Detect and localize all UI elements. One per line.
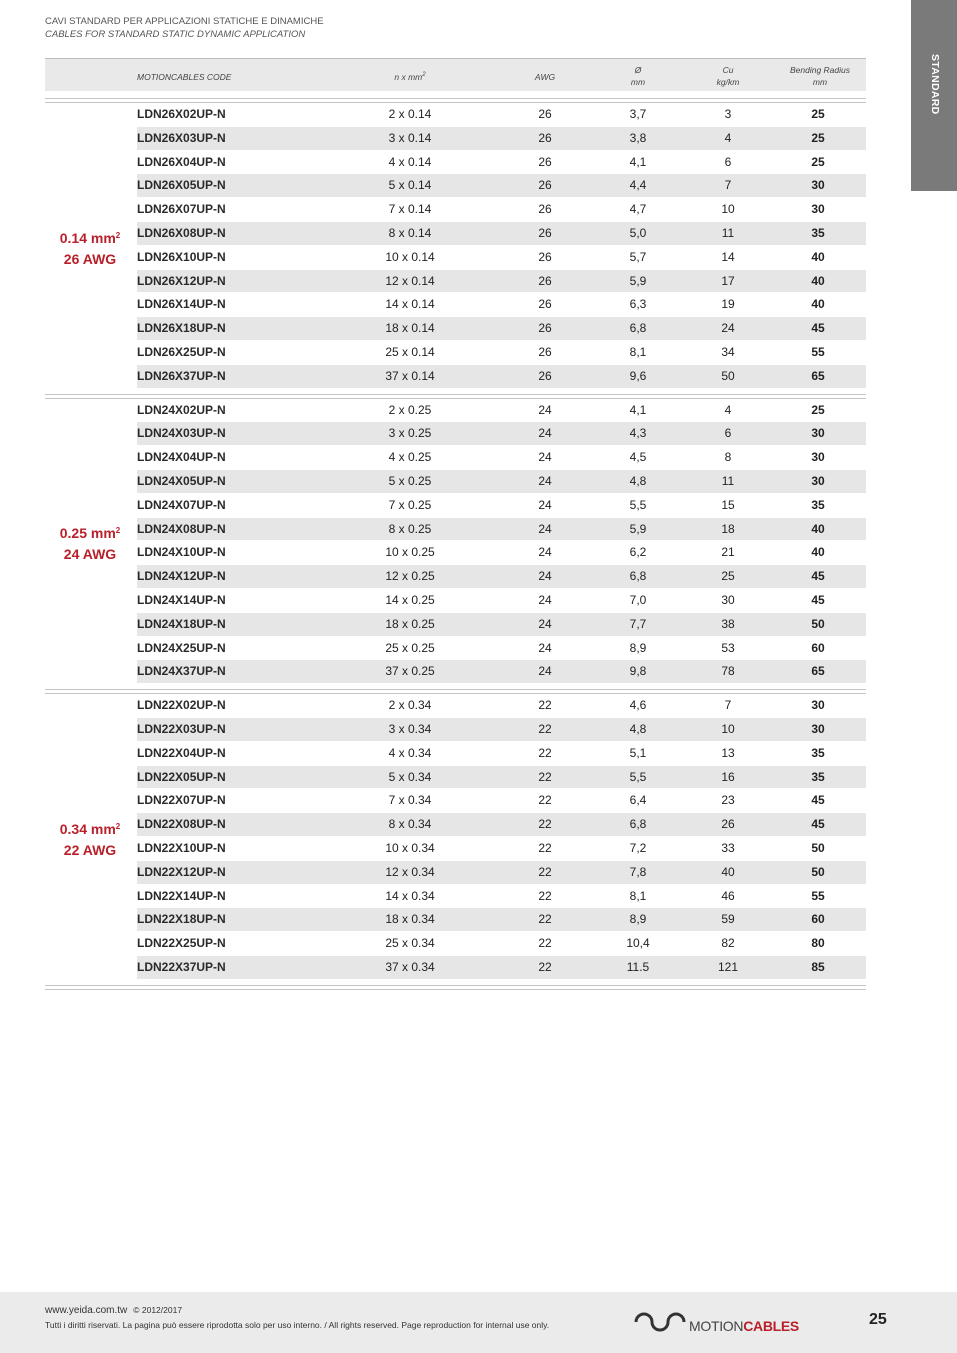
cell-bending-radius: 40: [811, 545, 825, 560]
cell-code: LDN26X04UP-N: [137, 154, 226, 169]
cell-code: LDN26X25UP-N: [137, 344, 226, 359]
cell-diameter: 9,6: [629, 368, 647, 383]
cell-bending-radius: 80: [811, 936, 825, 951]
col-diameter-header: [608, 64, 668, 88]
table-row: [137, 837, 866, 861]
cell-diameter: 4,4: [629, 178, 647, 193]
cell-awg: 26: [538, 154, 552, 169]
cell-conductors: 4 x 0.34: [388, 745, 432, 760]
cell-bending-radius: 55: [811, 888, 825, 903]
cell-code: LDN22X25UP-N: [137, 936, 226, 951]
cell-diameter: 7,2: [629, 840, 647, 855]
cell-code: LDN24X10UP-N: [137, 545, 226, 560]
table-row: [137, 494, 866, 518]
table-row: [137, 198, 866, 222]
cell-code: LDN26X14UP-N: [137, 297, 226, 312]
cell-code: LDN22X18UP-N: [137, 912, 226, 927]
cell-bending-radius: 45: [811, 817, 825, 832]
table-row: [137, 317, 866, 341]
cell-code: LDN26X18UP-N: [137, 321, 226, 336]
table-row: [137, 127, 866, 151]
cell-diameter: 7,8: [629, 864, 647, 879]
cell-copper: 7: [724, 698, 732, 713]
cell-awg: 26: [538, 273, 552, 288]
table-row: [137, 885, 866, 909]
table-row: [137, 365, 866, 389]
cell-bending-radius: 55: [811, 344, 825, 359]
cell-diameter: 8,9: [629, 640, 647, 655]
cell-awg: 24: [538, 616, 552, 631]
group-awg: 26 AWG: [63, 250, 117, 267]
group-size-label: [45, 816, 135, 861]
cell-awg: 22: [538, 769, 552, 784]
footer-url-line: [45, 1305, 182, 1316]
cell-bending-radius: 50: [811, 840, 825, 855]
cell-bending-radius: 35: [811, 769, 825, 784]
cell-code: LDN24X05UP-N: [137, 473, 226, 488]
cell-conductors: 5 x 0.25: [388, 473, 432, 488]
cell-code: LDN22X08UP-N: [137, 817, 226, 832]
col-copper-unit: kg/km: [716, 77, 740, 87]
group-section-size: 0.25 $mm^2$: [59, 525, 121, 542]
cell-diameter: 4,6: [629, 698, 647, 713]
conductor-size-group: [45, 103, 866, 389]
cell-diameter: 5,0: [629, 225, 647, 240]
cell-code: LDN22X12UP-N: [137, 864, 226, 879]
cell-code: LDN22X10UP-N: [137, 840, 226, 855]
table-row: [137, 637, 866, 661]
cell-diameter: 7,0: [629, 592, 647, 607]
group-awg: 22 AWG: [63, 841, 117, 858]
cell-code: LDN24X04UP-N: [137, 450, 226, 465]
cell-diameter: 4,1: [629, 402, 647, 417]
cell-copper: 53: [721, 640, 735, 655]
cell-code: LDN24X03UP-N: [137, 426, 226, 441]
logo-cables: CABLES: [743, 1318, 799, 1334]
cell-copper: 6: [724, 426, 732, 441]
cell-conductors: 8 x 0.14: [388, 225, 432, 240]
cell-code: LDN22X07UP-N: [137, 793, 226, 808]
cell-copper: 33: [721, 840, 735, 855]
group-awg: 24 AWG: [63, 546, 117, 563]
cell-copper: 3: [724, 107, 732, 121]
cell-copper: 59: [721, 912, 735, 927]
cell-bending-radius: 50: [811, 616, 825, 631]
cell-bending-radius: 85: [811, 959, 825, 974]
cell-code: LDN26X03UP-N: [137, 130, 226, 145]
cell-code: LDN24X08UP-N: [137, 521, 226, 536]
cell-bending-radius: 30: [811, 426, 825, 441]
cell-diameter: 5,5: [629, 769, 647, 784]
cell-diameter: 4,1: [629, 154, 647, 169]
motioncables-logo: [633, 1306, 799, 1336]
col-diameter-unit: mm: [630, 77, 646, 87]
cell-copper: 82: [721, 936, 735, 951]
cell-code: LDN22X03UP-N: [137, 721, 226, 736]
cell-diameter: 6,3: [629, 297, 647, 312]
cell-code: LDN24X02UP-N: [137, 402, 226, 417]
table-row: [137, 470, 866, 494]
table-row: [137, 399, 866, 423]
col-nx-header: [340, 69, 480, 83]
group-size-label: [45, 225, 135, 270]
cell-awg: 26: [538, 249, 552, 264]
website-link[interactable]: www.yeida.com.tw: [45, 1305, 128, 1316]
cell-awg: 26: [538, 344, 552, 359]
cell-conductors: 3 x 0.14: [388, 130, 432, 145]
cell-code: LDN26X10UP-N: [137, 249, 226, 264]
cell-copper: 26: [721, 817, 735, 832]
col-bending-header: [775, 64, 865, 88]
cell-conductors: 3 x 0.34: [388, 721, 432, 736]
cell-code: LDN24X18UP-N: [137, 616, 226, 631]
cell-code: LDN26X12UP-N: [137, 273, 226, 288]
cell-bending-radius: 30: [811, 473, 825, 488]
group-section-size: 0.14 $mm^2$: [59, 229, 121, 246]
copyright: © 2012/2017: [133, 1305, 183, 1315]
cell-copper: 25: [721, 569, 735, 584]
cell-bending-radius: 30: [811, 178, 825, 193]
cell-copper: 15: [721, 497, 735, 512]
cell-diameter: 8,1: [629, 344, 647, 359]
table-row: [137, 932, 866, 956]
col-code-header: MOTIONCABLES CODE: [137, 72, 232, 82]
cell-awg: 22: [538, 936, 552, 951]
cell-diameter: 8,9: [629, 912, 647, 927]
table-header: [45, 58, 866, 91]
cell-code: LDN22X05UP-N: [137, 769, 226, 784]
cell-bending-radius: 35: [811, 745, 825, 760]
cell-copper: 4: [724, 402, 732, 417]
cell-awg: 26: [538, 130, 552, 145]
cell-conductors: 10 x 0.25: [385, 545, 435, 560]
logo-mark-icon: [633, 1306, 691, 1336]
cell-conductors: 8 x 0.34: [388, 817, 432, 832]
cell-awg: 26: [538, 225, 552, 240]
cell-copper: 19: [721, 297, 735, 312]
cell-awg: 22: [538, 745, 552, 760]
cell-copper: 23: [721, 793, 735, 808]
cell-bending-radius: 45: [811, 592, 825, 607]
cell-conductors: 14 x 0.14: [385, 297, 435, 312]
table-row: [137, 742, 866, 766]
cell-conductors: 2 x 0.14: [388, 107, 432, 121]
cell-bending-radius: 30: [811, 698, 825, 713]
cell-awg: 24: [538, 640, 552, 655]
cell-copper: 10: [721, 202, 735, 217]
cell-diameter: 6,2: [629, 545, 647, 560]
table-row: [137, 908, 866, 932]
table-row: [137, 613, 866, 637]
cell-bending-radius: 35: [811, 225, 825, 240]
cell-diameter: 5,1: [629, 745, 647, 760]
cell-copper: 10: [721, 721, 735, 736]
col-awg-header: AWG: [534, 72, 556, 82]
cell-bending-radius: 30: [811, 202, 825, 217]
cell-conductors: 18 x 0.34: [385, 912, 435, 927]
table-row: [137, 246, 866, 270]
cell-conductors: 5 x 0.14: [388, 178, 432, 193]
cell-copper: 21: [721, 545, 735, 560]
cell-diameter: 5,7: [629, 249, 647, 264]
cell-conductors: 14 x 0.34: [385, 888, 435, 903]
col-diameter-symbol: Ø: [634, 65, 642, 75]
cell-awg: 26: [538, 107, 552, 121]
cell-bending-radius: 65: [811, 368, 825, 383]
cell-diameter: 4,5: [629, 450, 647, 465]
cell-copper: 11: [721, 225, 735, 240]
cell-conductors: 25 x 0.34: [385, 936, 435, 951]
group-section-size: 0.34 $mm^2$: [59, 820, 121, 837]
logo-text: [689, 1318, 799, 1334]
table-body: [45, 98, 866, 990]
table-row: [137, 589, 866, 613]
table-row: [137, 565, 866, 589]
cell-awg: 26: [538, 297, 552, 312]
cell-code: LDN24X12UP-N: [137, 569, 226, 584]
cell-diameter: 7,7: [629, 616, 647, 631]
table-row: [137, 660, 866, 684]
cell-bending-radius: 40: [811, 521, 825, 536]
cell-bending-radius: 25: [811, 154, 825, 169]
cell-code: LDN24X07UP-N: [137, 497, 226, 512]
cell-code: LDN26X37UP-N: [137, 368, 226, 383]
cell-diameter: 4,8: [629, 721, 647, 736]
table-row: [137, 446, 866, 470]
cell-conductors: 18 x 0.25: [385, 616, 435, 631]
cell-copper: 13: [721, 745, 735, 760]
section-tab: [911, 0, 957, 191]
cell-conductors: 37 x 0.25: [385, 664, 435, 679]
cell-awg: 22: [538, 698, 552, 713]
cell-diameter: 10,4: [626, 936, 650, 951]
cell-awg: 22: [538, 817, 552, 832]
cell-awg: 22: [538, 793, 552, 808]
cell-diameter: 6,8: [629, 817, 647, 832]
cell-awg: 26: [538, 321, 552, 336]
cell-copper: 40: [721, 864, 735, 879]
cell-conductors: 5 x 0.34: [388, 769, 432, 784]
cell-code: LDN26X07UP-N: [137, 202, 226, 217]
cell-diameter: 8,1: [629, 888, 647, 903]
cell-copper: 18: [721, 521, 735, 536]
cell-copper: 38: [721, 616, 735, 631]
cell-diameter: 9,8: [629, 664, 647, 679]
cell-conductors: 8 x 0.25: [388, 521, 432, 536]
cell-conductors: 12 x 0.14: [385, 273, 435, 288]
cell-code: LDN22X04UP-N: [137, 745, 226, 760]
cell-bending-radius: 25: [811, 130, 825, 145]
cell-code: LDN22X02UP-N: [137, 698, 226, 713]
table-row: [137, 270, 866, 294]
cell-conductors: 7 x 0.14: [388, 202, 432, 217]
col-nx-sup: 2: [422, 72, 426, 78]
conductor-size-group: [45, 694, 866, 980]
cell-conductors: 4 x 0.14: [388, 154, 432, 169]
group-size-label: [45, 520, 135, 565]
cell-bending-radius: 65: [811, 664, 825, 679]
cell-diameter: 6,8: [629, 569, 647, 584]
page-number: 25: [869, 1311, 887, 1328]
cell-awg: 24: [538, 545, 552, 560]
cell-awg: 24: [538, 592, 552, 607]
cell-awg: 22: [538, 959, 552, 974]
cell-diameter: 4,3: [629, 426, 647, 441]
table-row: [137, 174, 866, 198]
table-end-rule: [45, 985, 866, 990]
cell-copper: 24: [721, 321, 735, 336]
cell-bending-radius: 25: [811, 402, 825, 417]
cell-awg: 24: [538, 473, 552, 488]
cell-copper: 121: [717, 959, 739, 974]
cell-diameter: 6,4: [629, 793, 647, 808]
cell-diameter: 6,8: [629, 321, 647, 336]
cell-conductors: 7 x 0.25: [388, 497, 432, 512]
cell-conductors: 3 x 0.25: [388, 426, 432, 441]
table-row: [137, 103, 866, 127]
cell-copper: 11: [721, 473, 735, 488]
cell-conductors: 10 x 0.14: [385, 249, 435, 264]
cell-code: LDN24X25UP-N: [137, 640, 226, 655]
cell-awg: 26: [538, 368, 552, 383]
cell-bending-radius: 45: [811, 793, 825, 808]
cell-bending-radius: 30: [811, 721, 825, 736]
cell-awg: 22: [538, 840, 552, 855]
cell-copper: 4: [724, 130, 732, 145]
rights-notice: Tutti i diritti riservati. La pagina può essere riprodotta solo per uso interno. / All rights reserved. Page reproduction for internal use only.: [45, 1320, 550, 1330]
page-header: [45, 15, 324, 41]
cell-conductors: 4 x 0.25: [388, 450, 432, 465]
cell-bending-radius: 60: [811, 640, 825, 655]
cell-awg: 24: [538, 450, 552, 465]
cell-diameter: 5,9: [629, 273, 647, 288]
cell-code: LDN22X14UP-N: [137, 888, 226, 903]
table-row: [137, 956, 866, 980]
cell-bending-radius: 40: [811, 297, 825, 312]
cell-conductors: 12 x 0.34: [385, 864, 435, 879]
cell-conductors: 18 x 0.14: [385, 321, 435, 336]
cell-copper: 16: [721, 769, 735, 784]
cell-awg: 26: [538, 202, 552, 217]
page-footer: [0, 1292, 957, 1353]
cell-awg: 24: [538, 569, 552, 584]
col-nx-label: n x mm: [394, 71, 423, 82]
cell-copper: 6: [724, 154, 732, 169]
cell-copper: 7: [724, 178, 732, 193]
cell-copper: 8: [724, 450, 732, 465]
col-bending-unit: mm: [812, 77, 828, 87]
cell-conductors: 37 x 0.34: [385, 959, 435, 974]
cell-copper: 17: [721, 273, 735, 288]
table-row: [137, 151, 866, 175]
cell-awg: 26: [538, 178, 552, 193]
table-row: [137, 541, 866, 565]
table-row: [137, 694, 866, 718]
table-row: [137, 518, 866, 542]
cell-awg: 24: [538, 426, 552, 441]
cell-awg: 24: [538, 402, 552, 417]
cell-code: LDN22X37UP-N: [137, 959, 226, 974]
cell-copper: 50: [721, 368, 735, 383]
cell-bending-radius: 40: [811, 273, 825, 288]
cell-diameter: 5,5: [629, 497, 647, 512]
cell-conductors: 7 x 0.34: [388, 793, 432, 808]
cell-awg: 22: [538, 888, 552, 903]
table-row: [137, 422, 866, 446]
cell-conductors: 2 x 0.25: [388, 402, 432, 417]
cell-awg: 22: [538, 912, 552, 927]
cell-copper: 34: [721, 344, 735, 359]
cell-copper: 46: [721, 888, 735, 903]
cell-conductors: 37 x 0.14: [385, 368, 435, 383]
cell-bending-radius: 35: [811, 497, 825, 512]
cable-table: [45, 58, 866, 990]
table-row: [137, 222, 866, 246]
cell-conductors: 25 x 0.25: [385, 640, 435, 655]
cell-diameter: 3,8: [629, 130, 647, 145]
cell-copper: 14: [721, 249, 735, 264]
cell-bending-radius: 45: [811, 569, 825, 584]
cell-awg: 24: [538, 521, 552, 536]
cell-code: LDN26X05UP-N: [137, 178, 226, 193]
cell-diameter: 3,7: [629, 107, 647, 121]
cell-bending-radius: 30: [811, 450, 825, 465]
col-copper-header: [698, 64, 758, 88]
table-row: [137, 718, 866, 742]
cell-code: LDN24X37UP-N: [137, 664, 226, 679]
cell-diameter: 5,9: [629, 521, 647, 536]
cell-conductors: 12 x 0.25: [385, 569, 435, 584]
cell-awg: 22: [538, 864, 552, 879]
table-row: [137, 789, 866, 813]
table-row: [137, 293, 866, 317]
cell-bending-radius: 40: [811, 249, 825, 264]
cell-code: LDN24X14UP-N: [137, 592, 226, 607]
cell-conductors: 14 x 0.25: [385, 592, 435, 607]
conductor-size-group: [45, 399, 866, 685]
cell-awg: 24: [538, 497, 552, 512]
cell-bending-radius: 60: [811, 912, 825, 927]
cell-awg: 24: [538, 664, 552, 679]
section-tab-label: STANDARD: [929, 54, 941, 115]
cell-diameter: 11.5: [626, 959, 650, 974]
cell-code: LDN26X02UP-N: [137, 107, 226, 121]
cell-conductors: 2 x 0.34: [388, 698, 432, 713]
logo-motion: MOTION: [689, 1318, 744, 1334]
cell-bending-radius: 50: [811, 864, 825, 879]
cell-conductors: 25 x 0.14: [385, 344, 435, 359]
cell-awg: 22: [538, 721, 552, 736]
cell-diameter: 4,7: [629, 202, 647, 217]
cell-conductors: 10 x 0.34: [385, 840, 435, 855]
header-title-it: CAVI STANDARD PER APPLICAZIONI STATICHE E DINAMICHE: [45, 16, 324, 27]
cell-copper: 30: [721, 592, 735, 607]
col-bending-label: Bending Radius: [789, 65, 850, 75]
header-title-en: CABLES FOR STANDARD STATIC DYNAMIC APPLICATION: [45, 29, 306, 40]
col-copper-label: Cu: [722, 65, 734, 75]
table-row: [137, 341, 866, 365]
table-row: [137, 766, 866, 790]
cell-diameter: 4,8: [629, 473, 647, 488]
table-row: [137, 861, 866, 885]
cell-bending-radius: 45: [811, 321, 825, 336]
table-row: [137, 813, 866, 837]
cell-code: LDN26X08UP-N: [137, 225, 226, 240]
cell-bending-radius: 25: [811, 107, 825, 121]
cell-copper: 78: [721, 664, 735, 679]
